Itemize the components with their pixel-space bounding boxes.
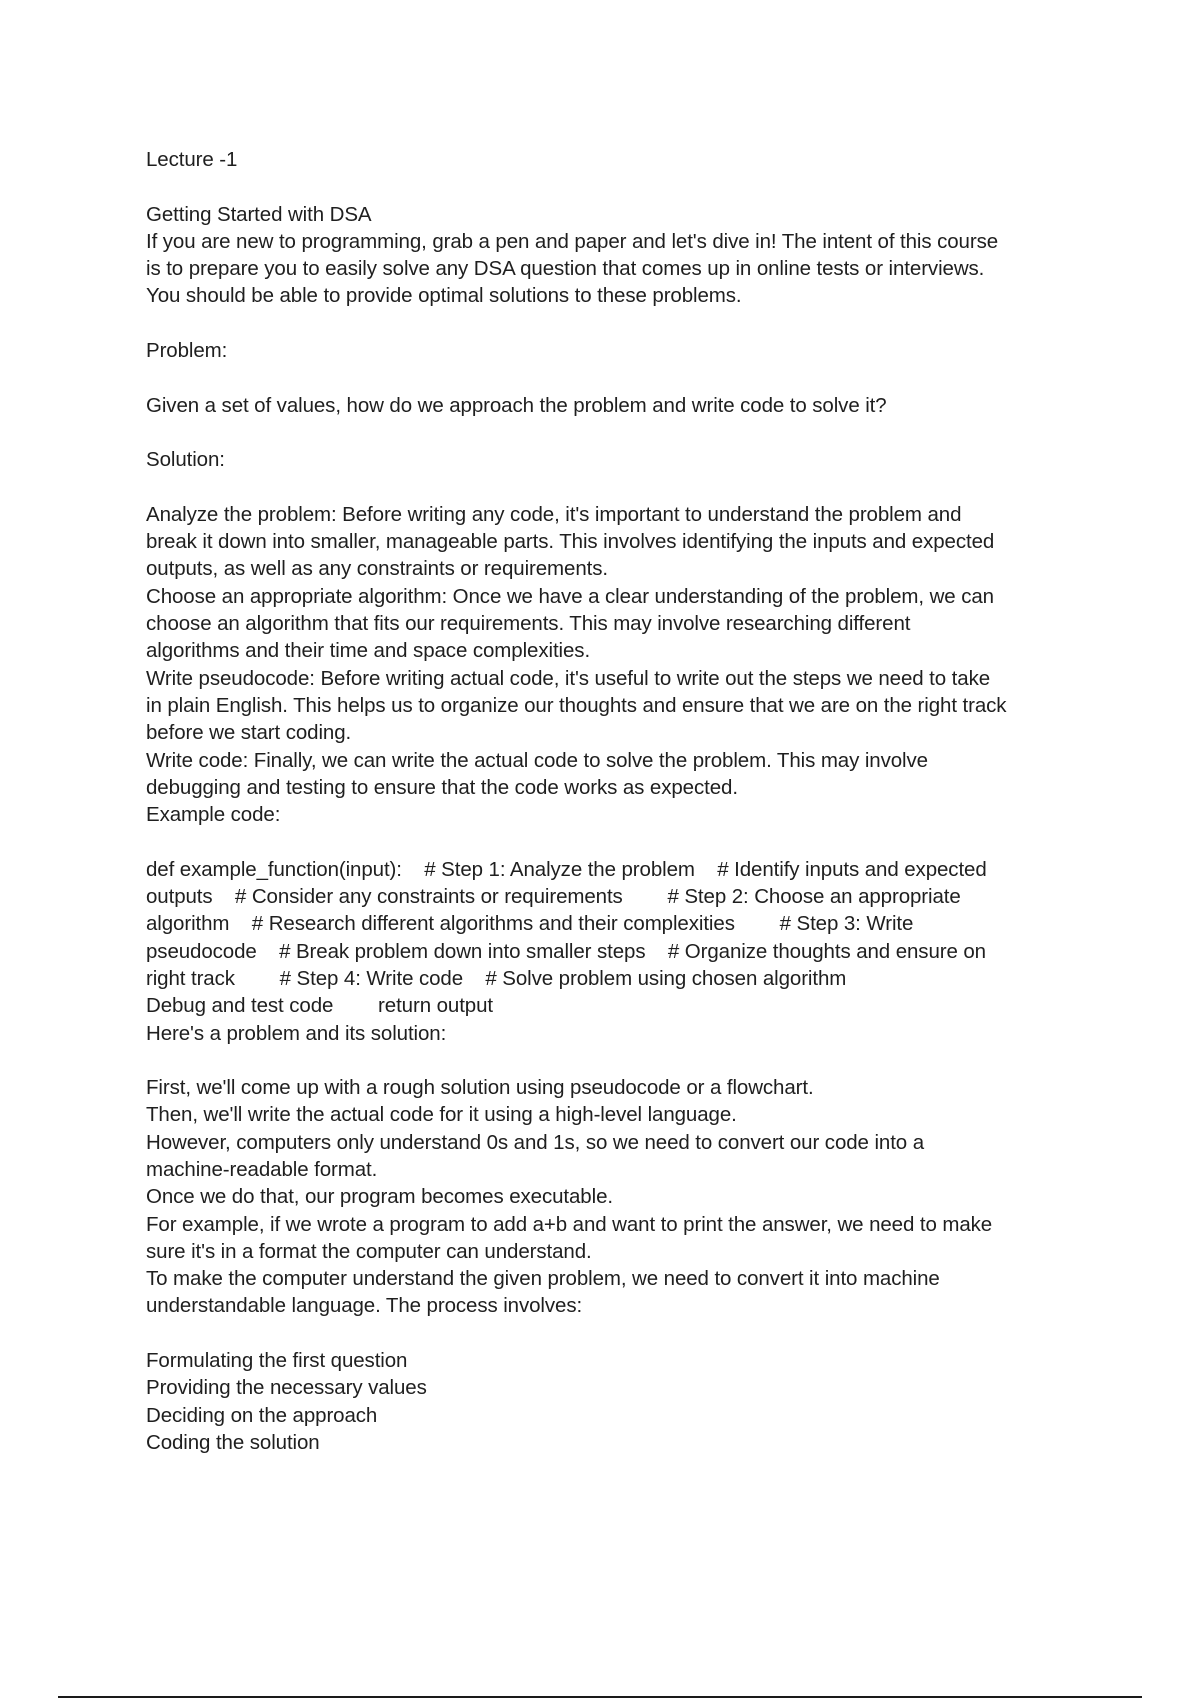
code-line: right track # Step 4: Write code # Solve problem using chosen algorithm [146,966,847,990]
problem-label: Problem: [146,339,228,363]
solution-line: outputs, as well as any constraints or requirements. [146,557,608,581]
code-line: outputs # Consider any constraints or requirements # Step 2: Choose an appropriate [146,885,961,909]
solution-line: break it down into smaller, manageable parts. This involves identifying the inputs and expected [146,530,995,554]
solution-line: Example code: [146,803,281,827]
spacer [146,364,1096,391]
problem-text: Given a set of values, how do we approach the problem and write code to solve it? [146,393,887,417]
process-line: To make the computer understand the given problem, we need to convert it into machine [146,1267,940,1291]
spacer [146,419,1096,446]
spacer [146,1320,1096,1347]
process-line: Then, we'll write the actual code for it using a high-level language. [146,1103,737,1127]
process-line: machine-readable format. [146,1157,378,1181]
spacer [146,828,1096,855]
process-line: sure it's in a format the computer can understand. [146,1239,592,1263]
code-line: Debug and test code return output [146,994,494,1018]
solution-line: debugging and testing to ensure that the code works as expected. [146,775,738,799]
solution-line: Write pseudocode: Before writing actual code, it's useful to write out the steps we need to take [146,666,991,690]
page-bottom-divider [58,1696,1142,1698]
solution-line: choose an algorithm that fits our requirements. This may involve researching different [146,612,911,636]
code-line: Here's a problem and its solution: [146,1021,447,1045]
code-line: algorithm # Research different algorithms and their complexities # Step 3: Write [146,912,914,936]
document-page [146,146,1096,1456]
spacer [146,1047,1096,1074]
solution-line: before we start coding. [146,721,352,745]
step-item: Formulating the first question [146,1349,408,1373]
step-item: Coding the solution [146,1430,320,1454]
solution-line: in plain English. This helps us to organize our thoughts and ensure that we are on the right track [146,693,1007,717]
process-line: For example, if we wrote a program to add a+b and want to print the answer, we need to make [146,1212,993,1236]
intro-line: If you are new to programming, grab a pen and paper and let's dive in! The intent of this course [146,229,999,253]
solution-line: Write code: Finally, we can write the actual code to solve the problem. This may involve [146,748,928,772]
code-line: def example_function(input): # Step 1: Analyze the problem # Identify inputs and expected [146,857,987,881]
process-line: However, computers only understand 0s and 1s, so we need to convert our code into a [146,1130,924,1154]
process-line: understandable language. The process involves: [146,1294,583,1318]
spacer [146,310,1096,337]
intro-heading: Getting Started with DSA [146,202,372,226]
lecture-label: Lecture -1 [146,148,238,171]
solution-line: Choose an appropriate algorithm: Once we have a clear understanding of the problem, we can [146,584,994,608]
process-line: First, we'll come up with a rough solution using pseudocode or a flowchart. [146,1076,814,1100]
solution-label: Solution: [146,448,225,472]
spacer [146,173,1096,200]
step-item: Deciding on the approach [146,1403,378,1427]
intro-line: You should be able to provide optimal solutions to these problems. [146,284,742,308]
step-item: Providing the necessary values [146,1376,427,1400]
intro-line: is to prepare you to easily solve any DSA question that comes up in online tests or interviews. [146,257,985,281]
solution-line: algorithms and their time and space complexities. [146,639,591,663]
spacer [146,474,1096,501]
solution-line: Analyze the problem: Before writing any code, it's important to understand the problem and [146,502,962,526]
code-line: pseudocode # Break problem down into smaller steps # Organize thoughts and ensure on [146,939,986,963]
process-line: Once we do that, our program becomes executable. [146,1185,613,1209]
